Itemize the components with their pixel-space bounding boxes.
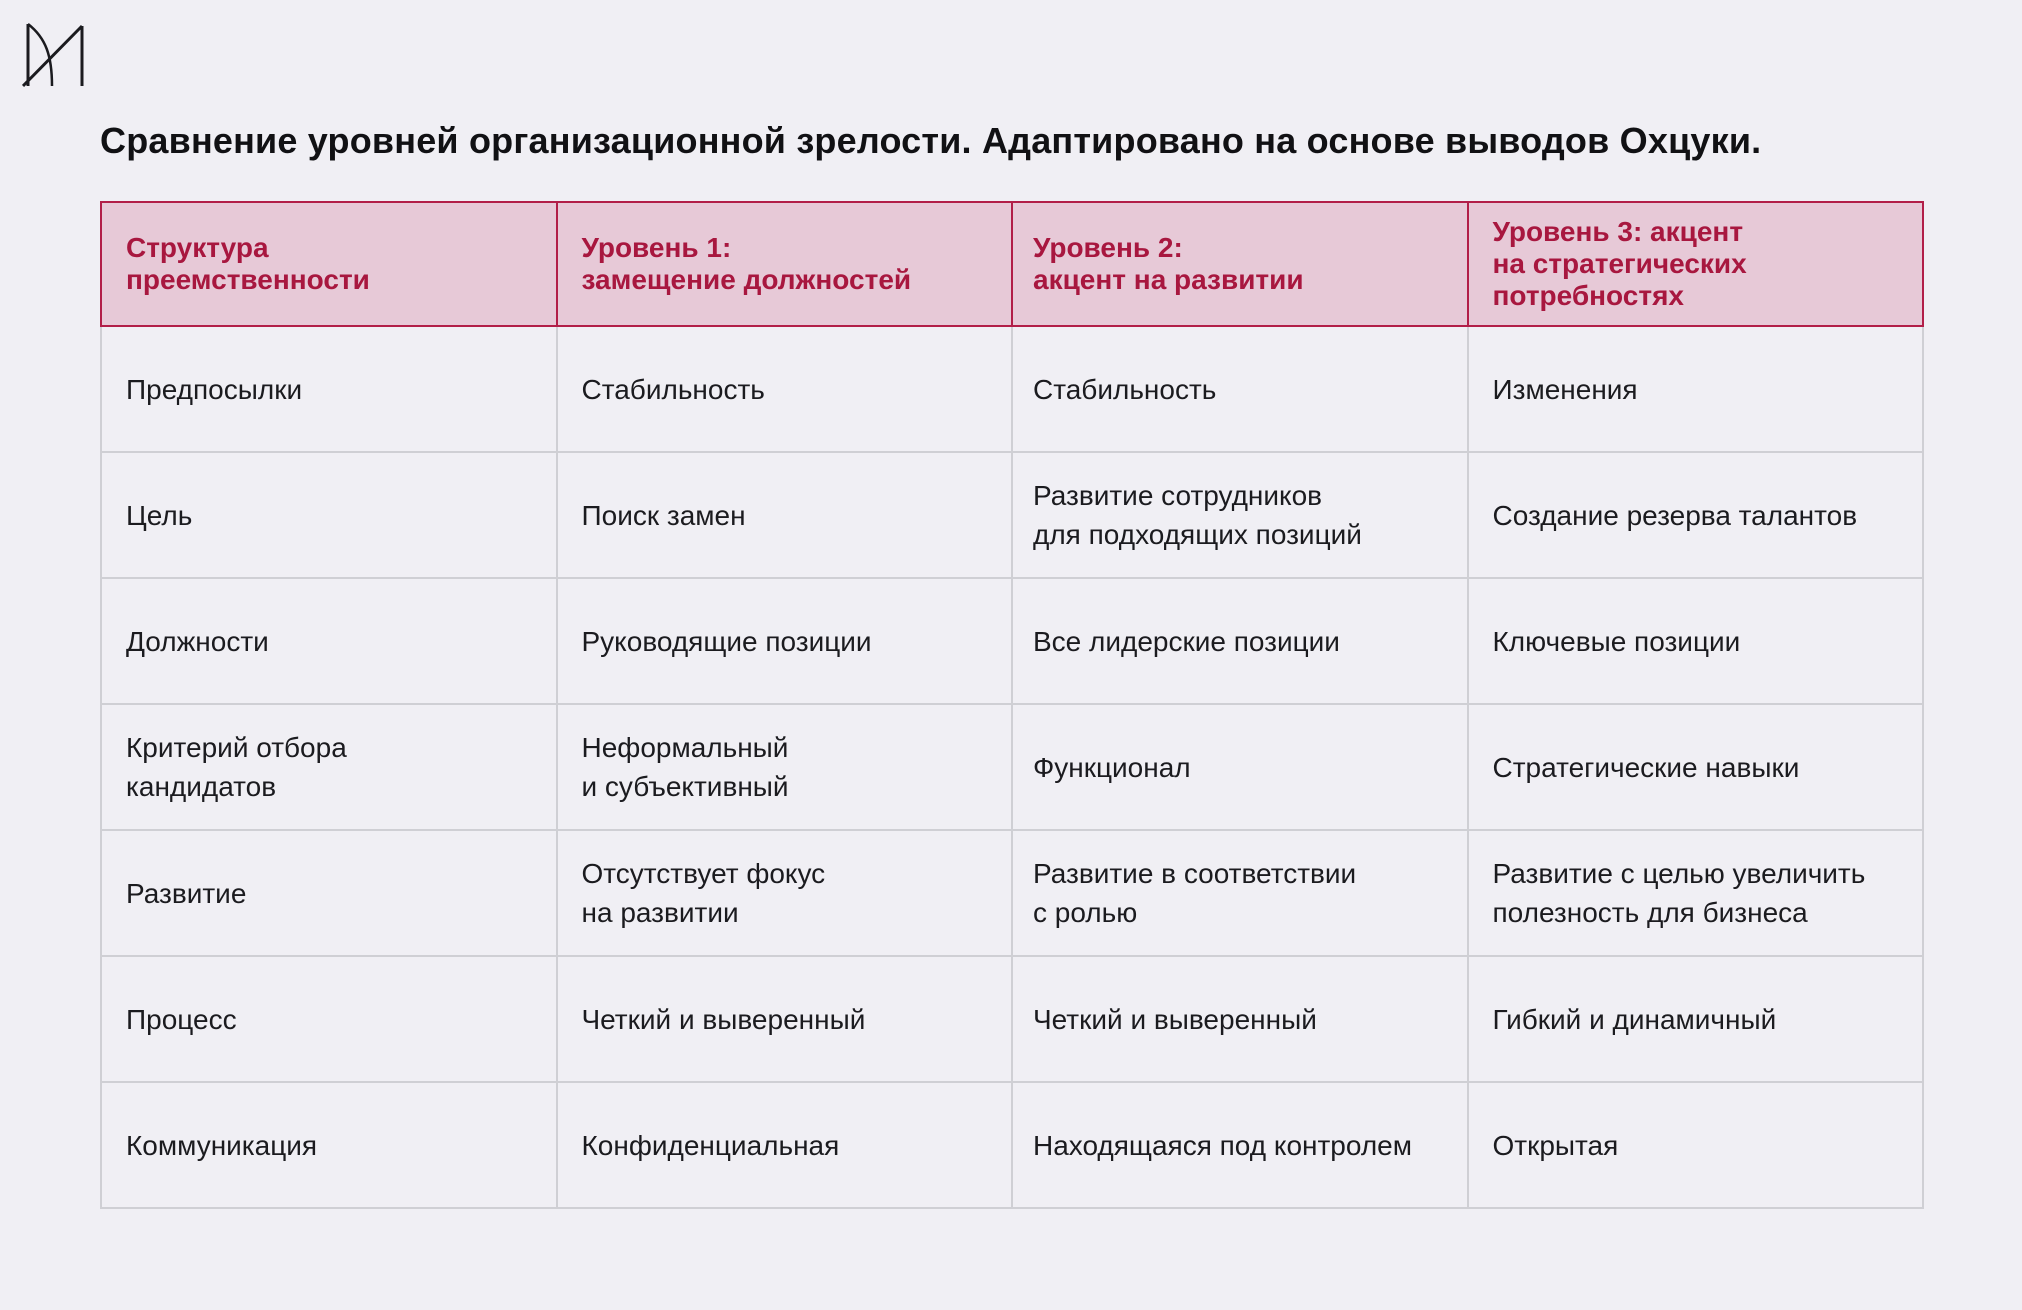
table-row — [101, 830, 1923, 956]
table-cell: Стабильность — [1012, 326, 1468, 452]
table-row — [101, 704, 1923, 830]
table-cell: Находящаяся под контролем — [1012, 1082, 1468, 1208]
table-cell: Стабильность — [557, 326, 1013, 452]
table-row — [101, 578, 1923, 704]
table-row — [101, 326, 1923, 452]
table-cell: Отсутствует фокус на развитии — [557, 830, 1013, 956]
header-cell: Уровень 1: замещение должностей — [557, 202, 1013, 326]
maturity-comparison-table — [100, 201, 1924, 1209]
table-cell: Функционал — [1012, 704, 1468, 830]
table-cell: Развитие в соответствии с ролью — [1012, 830, 1468, 956]
row-label-cell: Коммуникация — [101, 1082, 557, 1208]
table-cell: Стратегические навыки — [1468, 704, 1924, 830]
row-label-cell: Цель — [101, 452, 557, 578]
header-cell: Уровень 3: акцент на стратегических потребностях — [1468, 202, 1924, 326]
row-label-cell: Процесс — [101, 956, 557, 1082]
table-cell: Гибкий и динамичный — [1468, 956, 1924, 1082]
table-cell: Неформальный и субъективный — [557, 704, 1013, 830]
table-cell: Руководящие позиции — [557, 578, 1013, 704]
table-cell: Создание резерва талантов — [1468, 452, 1924, 578]
table-cell: Изменения — [1468, 326, 1924, 452]
header-cell: Структура преемственности — [101, 202, 557, 326]
table-row — [101, 1082, 1923, 1208]
table-cell: Конфиденциальная — [557, 1082, 1013, 1208]
row-label-cell: Должности — [101, 578, 557, 704]
row-label-cell: Предпосылки — [101, 326, 557, 452]
table-cell: Открытая — [1468, 1082, 1924, 1208]
page-title: Сравнение уровней организационной зрелости. Адаптировано на основе выводов Охцуки. — [100, 120, 1762, 161]
table-cell: Поиск замен — [557, 452, 1013, 578]
monogram-logo-icon — [22, 20, 88, 92]
table-row — [101, 452, 1923, 578]
row-label-cell: Развитие — [101, 830, 557, 956]
table-cell: Ключевые позиции — [1468, 578, 1924, 704]
table-cell: Четкий и выверенный — [557, 956, 1013, 1082]
table-cell: Четкий и выверенный — [1012, 956, 1468, 1082]
table-header-row — [101, 202, 1923, 326]
table-cell: Все лидерские позиции — [1012, 578, 1468, 704]
table-row — [101, 956, 1923, 1082]
table-cell: Развитие с целью увеличить полезность для бизнеса — [1468, 830, 1924, 956]
table-cell: Развитие сотрудников для подходящих позиций — [1012, 452, 1468, 578]
header-cell: Уровень 2: акцент на развитии — [1012, 202, 1468, 326]
row-label-cell: Критерий отбора кандидатов — [101, 704, 557, 830]
